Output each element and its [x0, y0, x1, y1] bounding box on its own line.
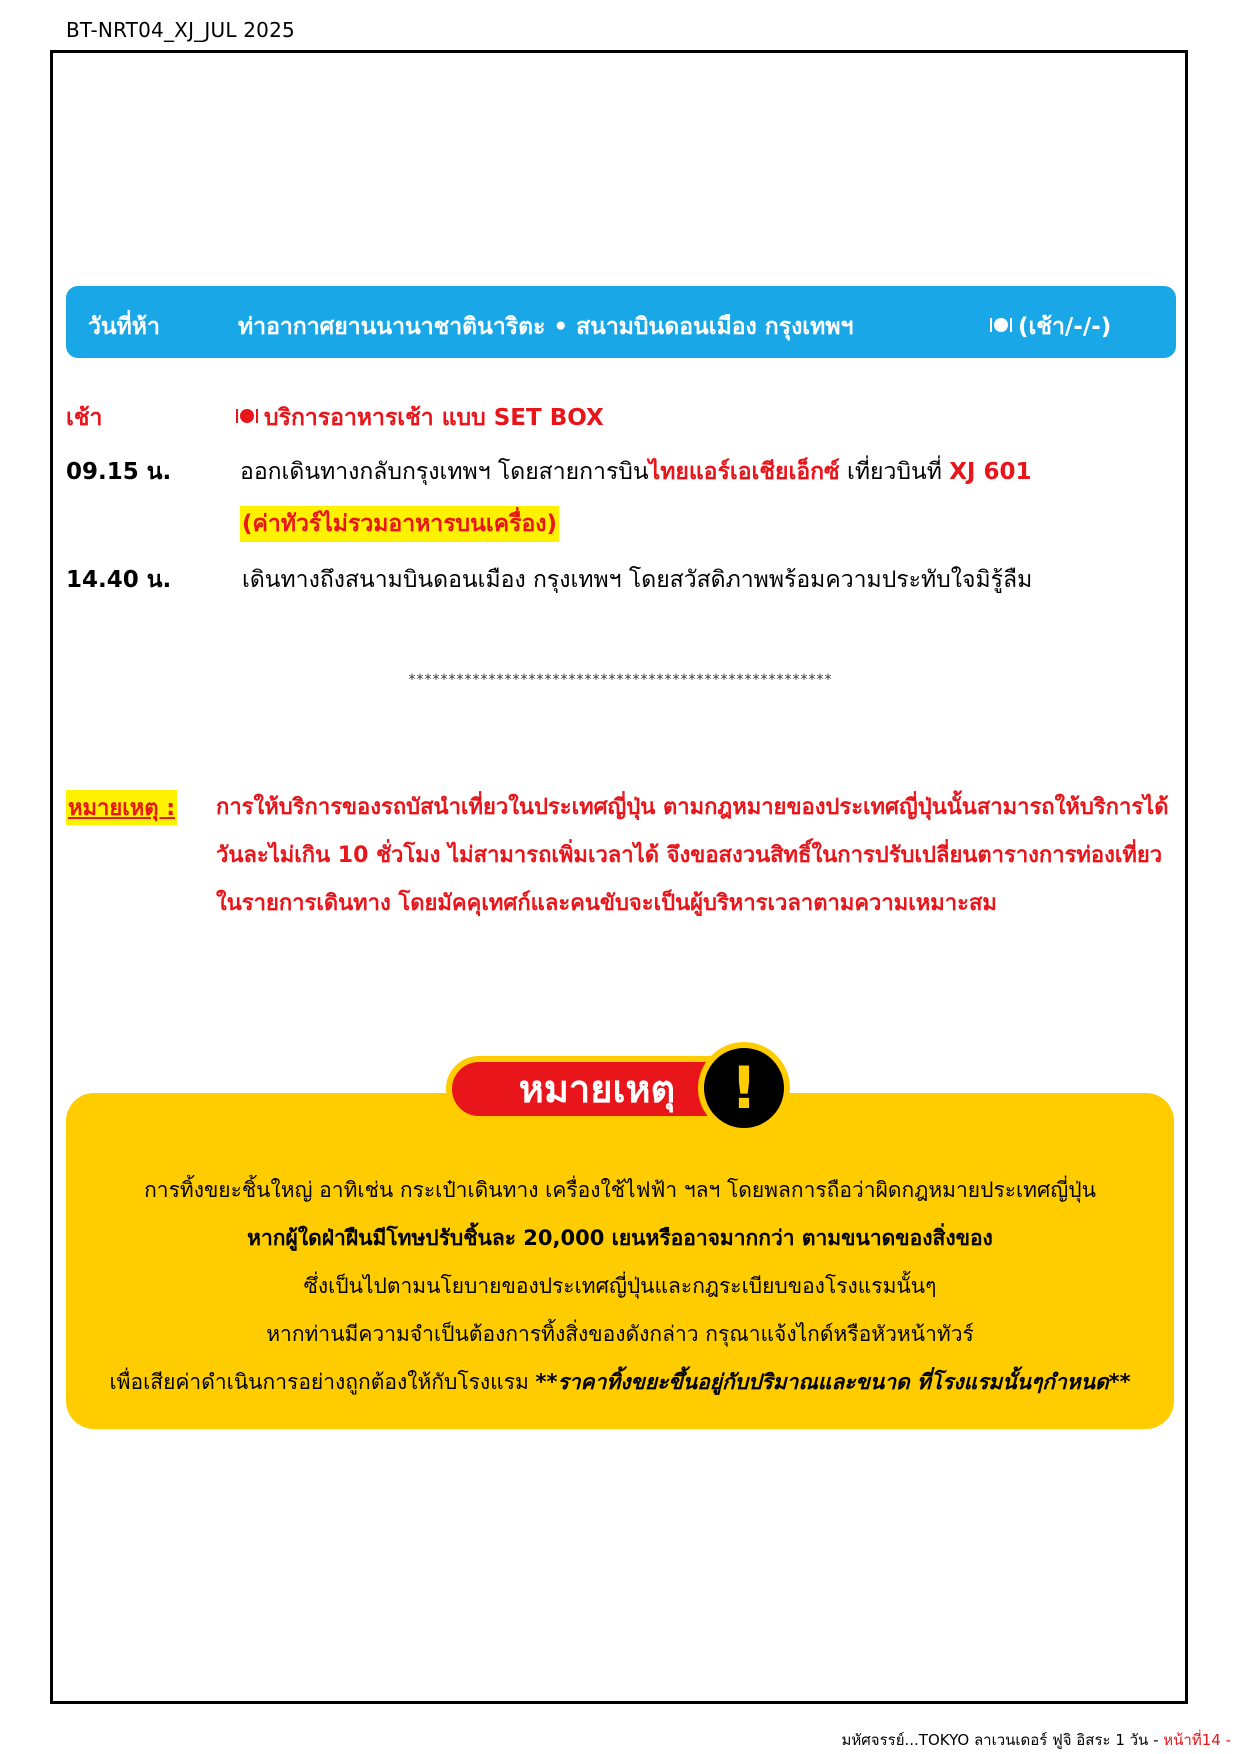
notice-badge — [446, 1042, 792, 1134]
notice-line-emphasis: **ราคาทิ้งขยะขึ้นอยู่กับปริมาณและขนาด ที่โรงแรมนั้นๆกำหนด** — [535, 1370, 1131, 1394]
notice-line-prefix: เพื่อเสียค่าดำเนินการอย่างถูกต้องให้กับโรงแรม — [109, 1370, 536, 1394]
departure-desc: ออกเดินทางกลับกรุงเทพฯ โดยสายการบิน — [240, 459, 649, 485]
flight-label: เที่ยวบินที่ — [839, 459, 950, 485]
notice-line — [66, 1358, 1174, 1406]
flight-number: XJ 601 — [949, 459, 1032, 485]
day-header-bar — [66, 286, 1176, 358]
row-desc — [236, 400, 604, 436]
day-route: ท่าอากาศยานนานาชาตินาริตะ • สนามบินดอนเมือง กรุงเทพฯ — [238, 314, 854, 340]
plate-cutlery-icon — [236, 407, 258, 425]
notice-line: การทิ้งขยะชิ้นใหญ่ อาทิเช่น กระเป๋าเดินทาง เครื่องใช้ไฟฟ้า ฯลฯ โดยพลการถือว่าผิดกฎหมายประเทศญี่ปุ่น — [144, 1178, 1096, 1202]
airline-name: ไทยแอร์เอเชียเอ็กซ์ — [648, 459, 840, 485]
day-meals — [990, 309, 1111, 345]
meals-text: (เช้า/-/-) — [1018, 314, 1112, 340]
row-desc — [240, 454, 1032, 490]
notice-line: หากท่านมีความจำเป็นต้องการทิ้งสิ่งของดังกล่าว กรุณาแจ้งไกด์หรือหัวหน้าทัวร์ — [266, 1322, 974, 1346]
meal-exclusion-note: (ค่าทัวร์ไม่รวมอาหารบนเครื่อง) — [240, 506, 559, 542]
remark-label: หมายเหตุ : — [66, 790, 177, 825]
day-label: วันที่ห้า — [88, 314, 160, 340]
notice-line: ซึ่งเป็นไปตามนโยบายของประเทศญี่ปุ่นและกฎระเบียบของโรงแรมนั้นๆ — [303, 1274, 937, 1298]
notice-line-fine: หากผู้ใดฝ่าฝืนมีโทษปรับชิ้นละ 20,000 เยนหรืออาจมากกว่า ตามขนาดของสิ่งของ — [247, 1226, 993, 1250]
row-time: 09.15 น. — [66, 459, 172, 485]
plate-cutlery-icon — [990, 316, 1012, 334]
row-desc: เดินทางถึงสนามบินดอนเมือง กรุงเทพฯ โดยสวัสดิภาพพร้อมความประทับใจมิรู้ลืม — [242, 567, 1033, 593]
footer-page-number: หน้าที่14 - — [1163, 1731, 1231, 1749]
exclamation-icon: ! — [698, 1042, 790, 1134]
badge-title: หมายเหตุ — [518, 1067, 676, 1111]
breakfast-desc: บริการอาหารเช้า แบบ SET BOX — [264, 405, 604, 431]
row-time: เช้า — [66, 405, 103, 431]
page-footer — [842, 1728, 1232, 1752]
document-code: BT-NRT04_XJ_JUL 2025 — [66, 18, 295, 42]
separator-line: ***************************************************** — [408, 672, 833, 688]
row-time: 14.40 น. — [66, 567, 172, 593]
notice-text — [66, 1166, 1174, 1406]
footer-tour-name: มหัศจรรย์...TOKYO ลาเวนเดอร์ ฟูจิ อิสระ 1 วัน - — [841, 1731, 1164, 1749]
remark-text: การให้บริการของรถบัสนำเที่ยวในประเทศญี่ปุ่น ตามกฎหมายของประเทศญี่ปุ่นนั้นสามารถให้บริการได้วันละไม่เกิน 10 ชั่วโมง ไม่สามารถเพิ่มเวลาได้ จึงขอสงวนสิทธิ์ในการปรับเปลี่ยนตารางการท่องเที่ยวในรายการเดินทาง โดยมัคคุเทศก์และคนขับจะเป็นผู้บริหารเวลาตามความเหมาะสม — [216, 795, 1169, 916]
